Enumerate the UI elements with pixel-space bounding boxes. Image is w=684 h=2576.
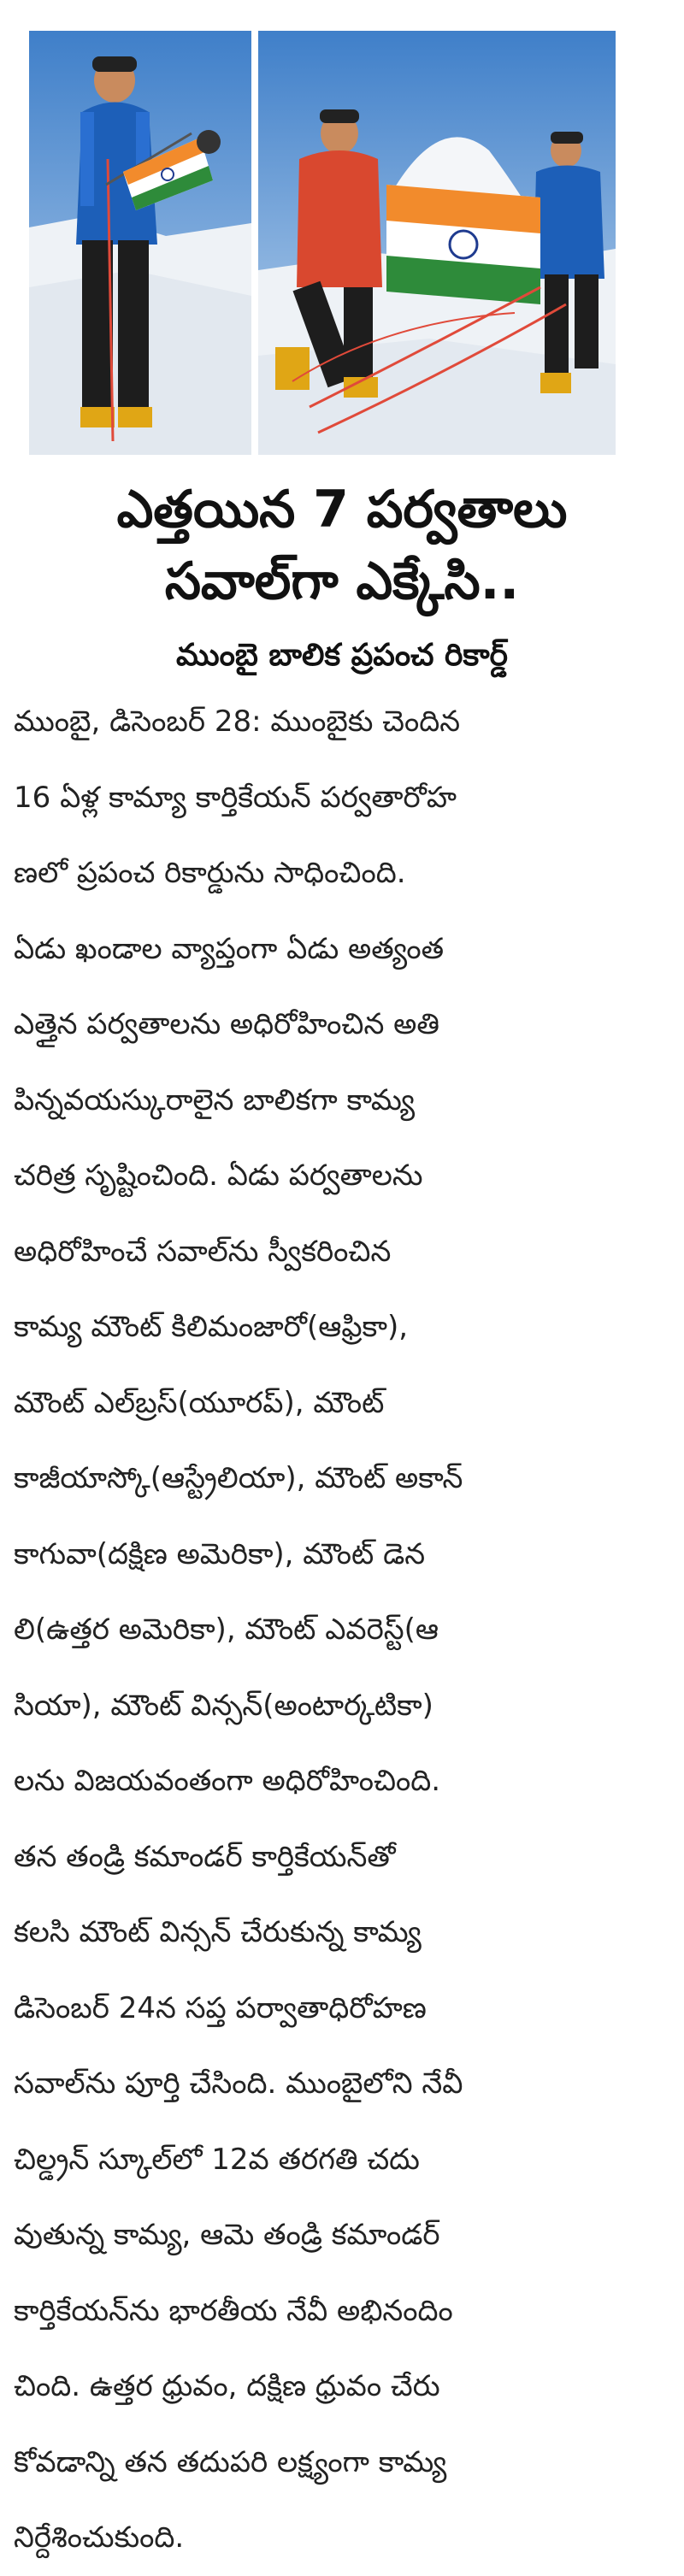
body-line: వుతున్న కామ్య, ఆమె తండ్రి కమాండర్ (14, 2218, 440, 2252)
body-line: ఏడు ఖండాల వ్యాప్తంగా ఏడు అత్యంత (14, 931, 445, 966)
subheadline: ముంబై బాలిక ప్రపంచ రికార్డ్ (176, 638, 508, 673)
body-line: డిసెంబర్ 24న సప్త పర్వాతాధిరోహణ (14, 1990, 427, 2025)
photo-strip (29, 31, 616, 455)
headline-line-2: సవాల్‌గా ఎక్కేసి.. (164, 551, 520, 611)
body-line: సియా), మౌంట్ విన్సన్(అంటార్కటికా) (14, 1688, 433, 1723)
body-line: ఎత్తైన పర్వతాలను అధిరోహించిన అతి (14, 1007, 439, 1041)
body-line: తన తండ్రి కమాండర్ కార్తికేయన్‌తో (14, 1839, 396, 1874)
body-line: లను విజయవంతంగా అధిరోహించింది. (14, 1764, 441, 1798)
body-line: ముంబై, డిసెంబర్ 28: ముంబైకు చెందిన (14, 704, 461, 739)
body-line: మౌంట్ ఎల్‌బ్రస్(యూరప్), మౌంట్ (14, 1385, 385, 1420)
body-line: 16 ఏళ్ల కామ్యా కార్తికేయన్ పర్వతారోహ (14, 780, 457, 815)
body-line: కాజీయాస్కో(ఆస్ట్రేలియా), మౌంట్ అకాన్ (14, 1461, 463, 1495)
article-body (14, 684, 638, 2576)
body-line: నిర్దేశించుకుంది. (14, 2520, 185, 2555)
body-line: కోవడాన్ని తన తదుపరి లక్ష్యంగా కామ్య (14, 2444, 447, 2479)
climber-with-flag-photo (29, 31, 251, 455)
body-line: సవాల్‌ను పూర్తి చేసింది. ముంబైలోని నేవీ (14, 2066, 463, 2101)
body-line: కార్తికేయన్‌ను భారతీయ నేవీ అభినందిం (14, 2293, 453, 2328)
body-line: కామ్య మౌంట్ కిలిమంజారో(ఆఫ్రికా), (14, 1310, 409, 1344)
body-line: ణలో ప్రపంచ రికార్డును సాధించింది. (14, 856, 406, 890)
body-line: చింది. ఉత్తర ధ్రువం, దక్షిణ ధ్రువం చేరు (14, 2369, 440, 2403)
body-line: పిన్నవయస్కురాలైన బాలికగా కామ్య (14, 1082, 416, 1117)
body-line: కాగువా(దక్షిణ అమెరికా), మౌంట్ డెన (14, 1536, 426, 1571)
body-line: అధిరోహించే సవాల్‌ను స్వీకరించిన (14, 1234, 392, 1269)
body-line: లి(ఉత్తర అమెరికా), మౌంట్ ఎవరెస్ట్(ఆ (14, 1612, 439, 1647)
headline-line-1: ఎత్తయిన 7 పర్వతాలు (116, 480, 568, 539)
summit-photo-graphic (258, 31, 616, 455)
summit-flag-photo (258, 31, 616, 455)
body-line: చరిత్ర సృష్టించింది. ఏడు పర్వతాలను (14, 1158, 423, 1193)
body-line: కలసి మౌంట్ విన్సన్ చేరుకున్న కామ్య (14, 1915, 422, 1949)
climber-photo-graphic (29, 31, 251, 455)
body-line: చిల్డ్రన్ స్కూల్‌లో 12వ తరగతి చదు (14, 2142, 420, 2177)
